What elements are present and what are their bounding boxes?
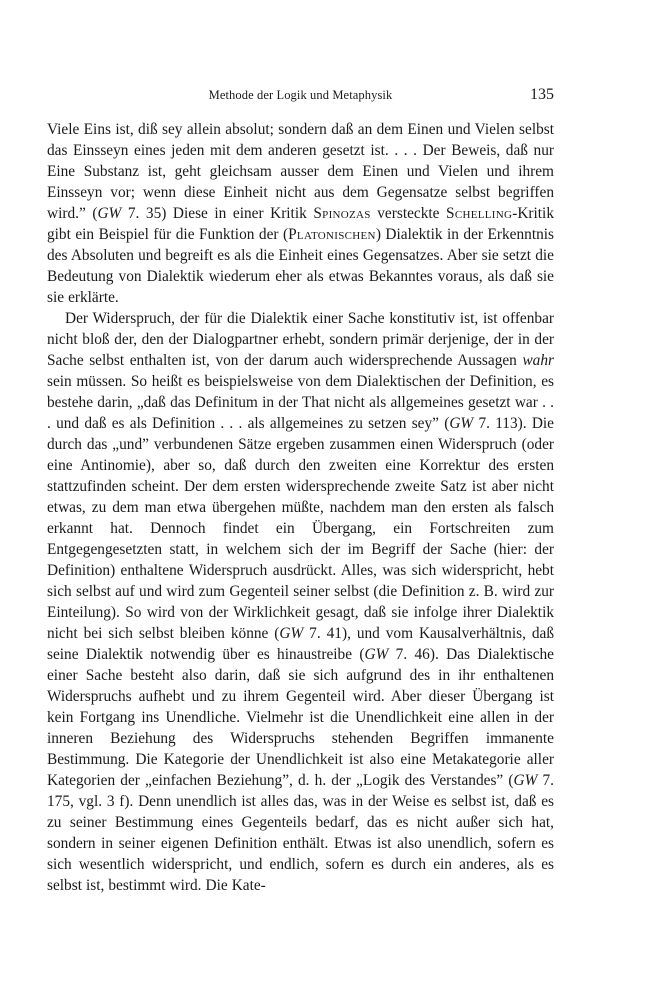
text-segment-smallcaps: Platonischen	[288, 226, 376, 243]
paragraph-1	[47, 119, 554, 308]
text-segment-italic: GW	[279, 625, 304, 642]
text-segment: Der Widerspruch, der für die Dialektik einer Sache konstitutiv ist, ist offenbar nicht bloß der, den der Dialogpartner erhebt, sondern primär derjenige, der in der Sache selbst enthalten ist, von der darum auch widersprechende Aussagen	[47, 310, 554, 369]
text-segment: 7. 175, vgl. 3 f). Denn unendlich ist alles das, was in der Weise es selbst ist, daß es zu seiner Bestimmung eines Gegenteils bedarf, das es nicht außer sich hat, sondern in seiner eigenen Definition enthält. Etwas ist also unendlich, sofern es sich wesentlich widerspricht, und endlich, sofern es durch ein anderes, als es selbst ist, bestimmt wird. Die Kate-	[47, 772, 555, 894]
text-segment: ) Dialektik in der Erkenntnis des Absoluten und begreift es als die Einheit eines Gegensatzes. Aber sie setzt die Bedeutung von Dialektik wiederum eher als etwas Bekanntes voraus, als daß sie sie erklärte.	[47, 226, 554, 306]
running-head	[47, 86, 554, 106]
body-text	[47, 119, 554, 896]
text-segment: sein müssen. So heißt es beispielsweise von dem Dialektischen der Definition, es bestehe darin, „daß das Definitum in der That nicht als allgemeines gesetzt war . . . und daß es als Definition . . . als allgemeines zu setzen sey” (	[47, 373, 554, 432]
page-number: 135	[530, 86, 554, 103]
text-segment: 7. 46). Das Dialektische einer Sache besteht also darin, daß sie sich aufgrund des in ihr enthaltenen Widerspruchs aufhebt und zu ihrem Gegenteil wird. Aber dieser Übergang ist kein Fortgang ins Unendliche. Vielmehr ist die Unendlichkeit eine allen in der inneren Beziehung des Widerspruchs stehenden Begriffen immanente Bestimmung. Die Kategorie der Unendlichkeit ist also eine Metakategorie aller Kategorien der „einfachen Beziehung”, d. h. der „Logik des Verstandes” (	[47, 646, 554, 789]
text-segment-italic: GW	[513, 772, 538, 789]
text-segment-italic: wahr	[522, 352, 554, 369]
text-segment-smallcaps: Spinozas	[313, 205, 371, 222]
text-segment-italic: GW	[97, 205, 122, 222]
paragraph-2	[47, 308, 554, 896]
text-segment: -Kritik gibt ein Beispiel für die Funktion der (	[47, 205, 554, 243]
text-segment: Viele Eins ist, diß sey allein absolut; sondern daß an dem Einen und Vielen selbst das Einsseyn eines jeden mit dem anderen gesetzt ist. . . . Der Beweis, daß nur Eine Substanz ist, geht gleichsam ausser dem Einen und Vielen und ihrem Einsseyn vor; wenn diese Einheit nicht aus dem Gegensatze selbst begriffen wird.” (	[47, 121, 554, 222]
text-segment-italic: GW	[449, 415, 474, 432]
text-segment: 7. 35) Diese in einer Kritik	[121, 205, 314, 222]
text-segment-smallcaps: Schelling	[446, 205, 513, 222]
text-segment-italic: GW	[364, 646, 389, 663]
text-segment: 7. 113). Die durch das „und” verbundenen Sätze ergeben zusammen einen Widerspruch (oder eine Antinomie), aber so, daß durch den zweiten eine Korrektur des ersten stattzufinden scheint. Der dem ersten widersprechende zweite Satz ist aber nicht etwas, zu dem man etwa übergehen müßte, nachdem man den ersten als falsch erkannt hat. Dennoch findet ein Übergang, ein Fortschreiten zum Entgegengesetzten statt, in welchem sich der im Begriff der Sache (hier: der Definition) enthaltene Widerspruch ausdrückt. Alles, was sich widerspricht, hebt sich selbst auf und wird zum Gegenteil seiner selbst (die Definition z. B. wird zur Einteilung). So wird von der Wirklichkeit gesagt, daß sie infolge ihrer Dialektik nicht bei sich selbst bleiben könne (	[47, 415, 554, 642]
text-segment: 7. 41), und vom Kausalverhältnis, daß seine Dialektik notwendig über es hinaustreibe (	[47, 625, 554, 663]
running-title: Methode der Logik und Metaphysik	[208, 88, 393, 102]
text-segment: versteckte	[370, 205, 446, 222]
